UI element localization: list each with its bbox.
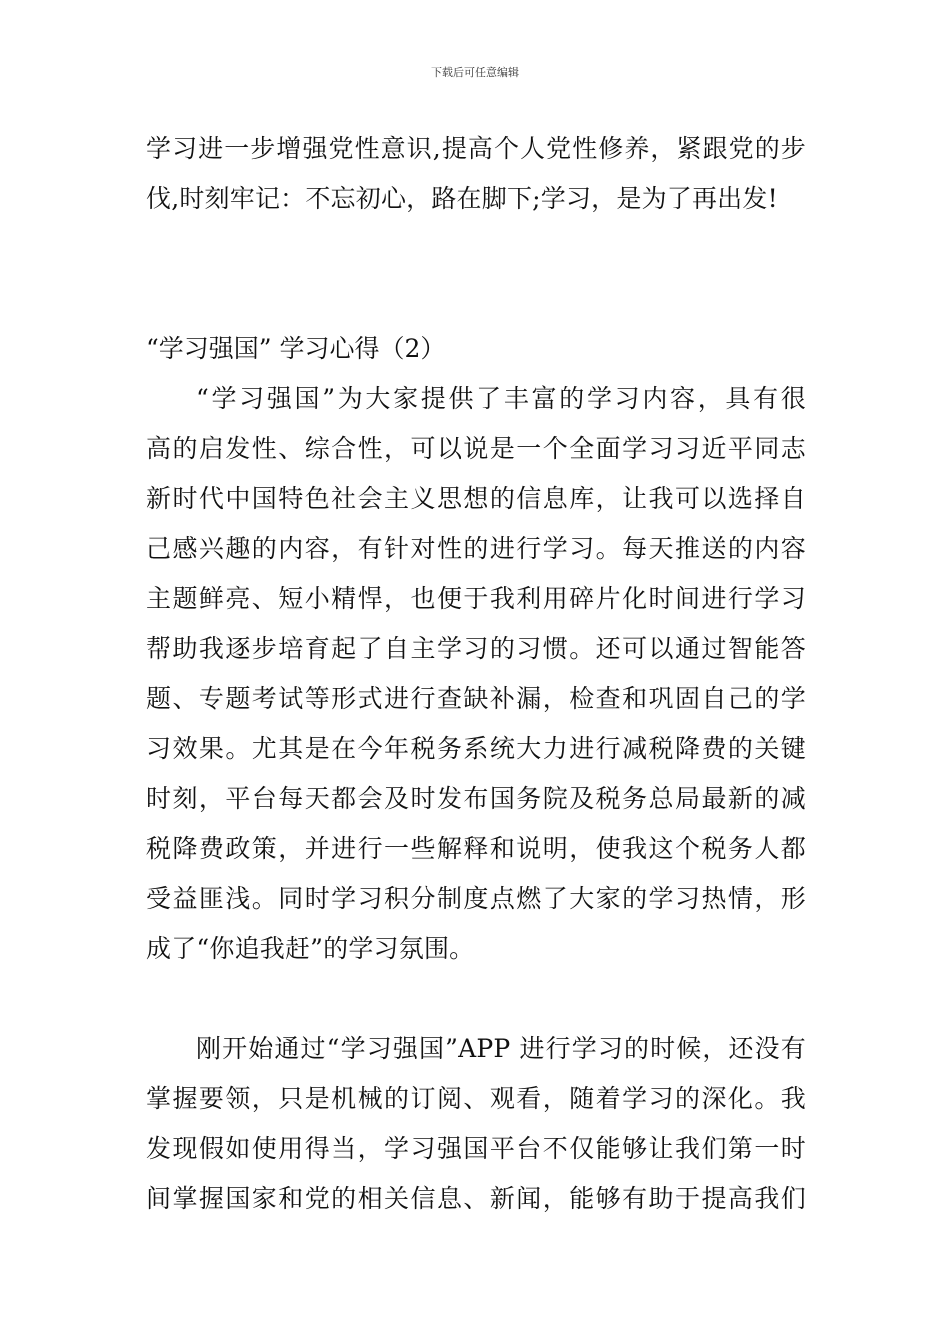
paragraph-line: 主题鲜亮、短小精悍，也便于我利用碎片化时间进行学习 — [146, 584, 806, 613]
paragraph-line: 刚开始通过“学习强国”APP 进行学习的时候，还没有 — [196, 1034, 806, 1063]
paragraph-line: 习效果。尤其是在今年税务系统大力进行减税降费的关键 — [146, 734, 806, 763]
paragraph-line: 新时代中国特色社会主义思想的信息库，让我可以选择自 — [146, 484, 806, 513]
intro-line: 学习进一步增强党性意识,提高个人党性修养，紧跟党的步 — [146, 134, 806, 163]
paragraph-line: 税降费政策，并进行一些解释和说明，使我这个税务人都 — [146, 834, 806, 863]
paragraph-line: 题、专题考试等形式进行查缺补漏，检查和巩固自己的学 — [146, 684, 806, 713]
paragraph-line: 帮助我逐步培育起了自主学习的习惯。还可以通过智能答 — [146, 634, 806, 663]
paragraph-line: “学习强国”为大家提供了丰富的学习内容，具有很 — [196, 384, 806, 413]
paragraph-line: 受益匪浅。同时学习积分制度点燃了大家的学习热情，形 — [146, 884, 806, 913]
paragraph-line: 己感兴趣的内容，有针对性的进行学习。每天推送的内容 — [146, 534, 806, 563]
paragraph-line: 成了“你追我赶”的学习氛围。 — [146, 934, 475, 963]
section-title: “学习强国” 学习心得（2） — [146, 334, 446, 363]
paragraph-line: 时刻，平台每天都会及时发布国务院及税务总局最新的减 — [146, 784, 806, 813]
paragraph-line: 间掌握国家和党的相关信息、新闻，能够有助于提高我们 — [146, 1184, 806, 1213]
paragraph-line: 高的启发性、综合性，可以说是一个全面学习习近平同志 — [146, 434, 806, 463]
paragraph-line: 发现假如使用得当，学习强国平台不仅能够让我们第一时 — [146, 1134, 806, 1163]
intro-line: 伐,时刻牢记：不忘初心，路在脚下;学习，是为了再出发! — [146, 184, 778, 213]
paragraph-line: 掌握要领，只是机械的订阅、观看，随着学习的深化。我 — [146, 1084, 806, 1113]
page-header-note: 下载后可任意编辑 — [431, 66, 519, 79]
